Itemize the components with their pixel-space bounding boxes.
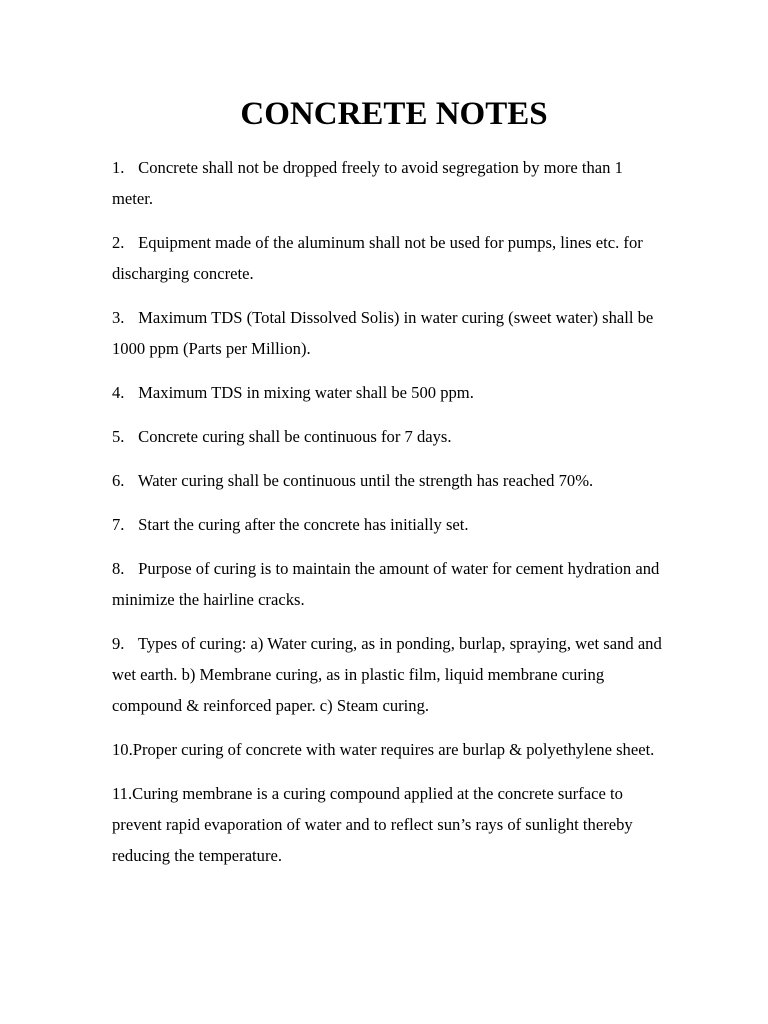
note-number: 1. <box>112 158 125 177</box>
note-text: Proper curing of concrete with water requires are burlap & polyethylene sheet. <box>132 740 655 759</box>
note-text: Concrete curing shall be continuous for 7 days. <box>138 427 452 446</box>
note-item <box>112 377 668 408</box>
note-item <box>112 465 668 496</box>
note-item <box>112 509 668 540</box>
note-item <box>112 628 668 721</box>
note-number: 2. <box>112 233 125 252</box>
note-item <box>112 421 668 452</box>
note-text: Concrete shall not be dropped freely to avoid segregation by more than 1 meter. <box>112 158 623 208</box>
note-number: 7. <box>112 515 125 534</box>
note-text: Types of curing: a) Water curing, as in ponding, burlap, spraying, wet sand and wet earth. b) Membrane curing, as in plastic film, liquid membrane curing compound & reinforced paper. c) Steam curing. <box>112 634 662 715</box>
note-text: Start the curing after the concrete has initially set. <box>138 515 469 534</box>
note-text: Equipment made of the aluminum shall not be used for pumps, lines etc. for discharging concrete. <box>112 233 643 283</box>
note-item <box>112 227 668 289</box>
document-title: CONCRETE NOTES <box>240 96 548 132</box>
note-number: 5. <box>112 427 125 446</box>
note-item <box>112 553 668 615</box>
note-number: 8. <box>112 559 125 578</box>
note-item <box>112 734 668 765</box>
note-item <box>112 152 668 214</box>
note-number: 6. <box>112 471 125 490</box>
note-number: 4. <box>112 383 125 402</box>
note-item <box>112 778 668 871</box>
note-number: 9. <box>112 634 125 653</box>
note-text: Purpose of curing is to maintain the amount of water for cement hydration and minimize the hairline cracks. <box>112 559 660 609</box>
note-number: 11. <box>112 784 133 803</box>
note-number: 10. <box>112 740 133 759</box>
note-item <box>112 302 668 364</box>
note-text: Maximum TDS in mixing water shall be 500 ppm. <box>138 383 474 402</box>
note-text: Maximum TDS (Total Dissolved Solis) in water curing (sweet water) shall be 1000 ppm (Parts per Million). <box>112 308 654 358</box>
note-text: Water curing shall be continuous until the strength has reached 70%. <box>137 471 594 490</box>
note-number: 3. <box>112 308 125 327</box>
notes-list <box>112 152 668 871</box>
note-text: Curing membrane is a curing compound applied at the concrete surface to prevent rapid evaporation of water and to reflect sun’s rays of sunlight thereby reducing the temperature. <box>112 784 633 865</box>
